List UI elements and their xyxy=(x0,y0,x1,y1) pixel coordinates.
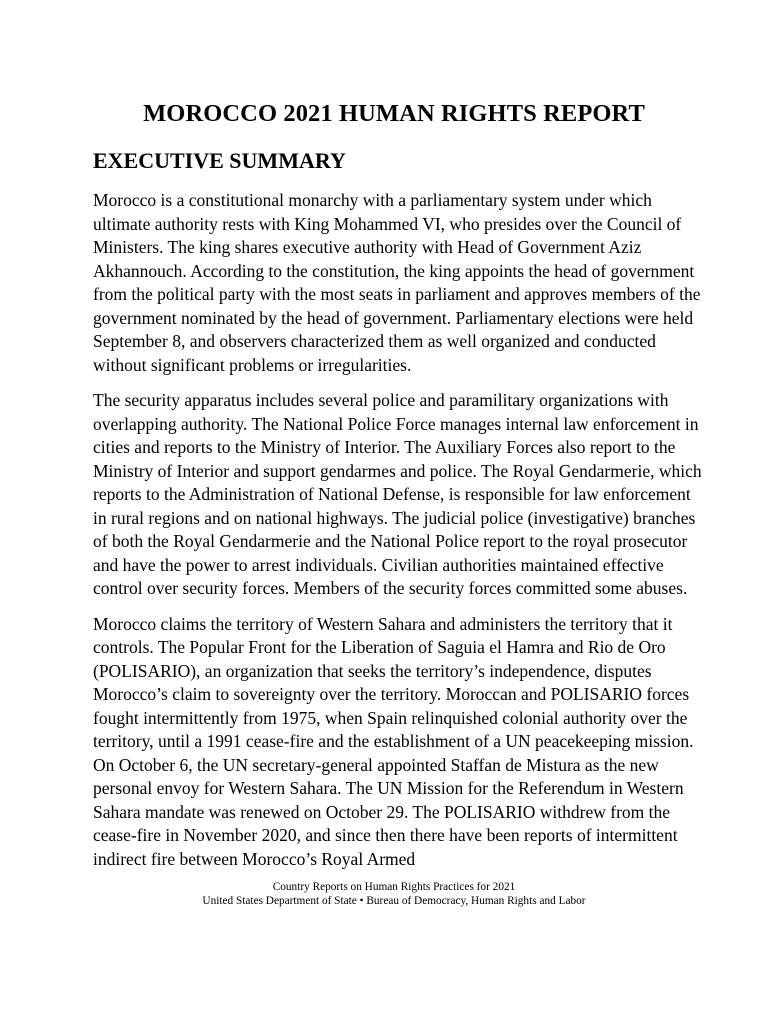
body-text xyxy=(93,189,703,883)
page-footer xyxy=(0,880,768,908)
footer-line-1: Country Reports on Human Rights Practices for 2021 xyxy=(272,881,516,893)
paragraph-3: Morocco claims the territory of Western Sahara and administers the territory that it controls. The Popular Front for the Liberation of Saguia el Hamra and Rio de Oro (POLISARIO), an organization that seeks the territory’s independence, disputes Morocco’s claim to sovereignty over the territory. Moroccan and POLISARIO forces fought intermittently from 1975, when Spain relinquished colonial authority over the territory, until a 1991 cease-fire and the establishment of a UN peacekeeping mission. On October 6, the UN secretary-general appointed Staffan de Mistura as the new personal envoy for Western Sahara. The UN Mission for the Referendum in Western Sahara mandate was renewed on October 29. The POLISARIO withdrew from the cease-fire in November 2020, and since then there have been reports of intermittent indirect fire between Morocco’s Royal Armed xyxy=(93,613,694,869)
paragraph-1: Morocco is a constitutional monarchy with a parliamentary system under which ultimate authority rests with King Mohammed VI, who presides over the Council of Ministers. The king shares executive authority with Head of Government Aziz Akhannouch. According to the constitution, the king appoints the head of government from the political party with the most seats in parliament and approves members of the government nominated by the head of government. Parliamentary elections were held September 8, and observers characterized them as well organized and conducted without significant problems or irregularities. xyxy=(93,190,701,375)
paragraph-2: The security apparatus includes several police and paramilitary organizations with overlapping authority. The National Police Force manages internal law enforcement in cities and reports to the Ministry of Interior. The Auxiliary Forces also report to the Ministry of Interior and support gendarmes and police. The Royal Gendarmerie, which reports to the Administration of National Defense, is responsible for law enforcement in rural regions and on national highways. The judicial police (investigative) branches of both the Royal Gendarmerie and the National Police report to the royal prosecutor and have the power to arrest individuals. Civilian authorities maintained effective control over security forces. Members of the security forces committed some abuses. xyxy=(93,390,702,598)
section-heading: EXECUTIVE SUMMARY xyxy=(93,148,346,173)
report-title: MOROCCO 2021 HUMAN RIGHTS REPORT xyxy=(143,100,645,127)
footer-line-2: United States Department of State • Bureau of Democracy, Human Rights and Labor xyxy=(202,895,586,907)
